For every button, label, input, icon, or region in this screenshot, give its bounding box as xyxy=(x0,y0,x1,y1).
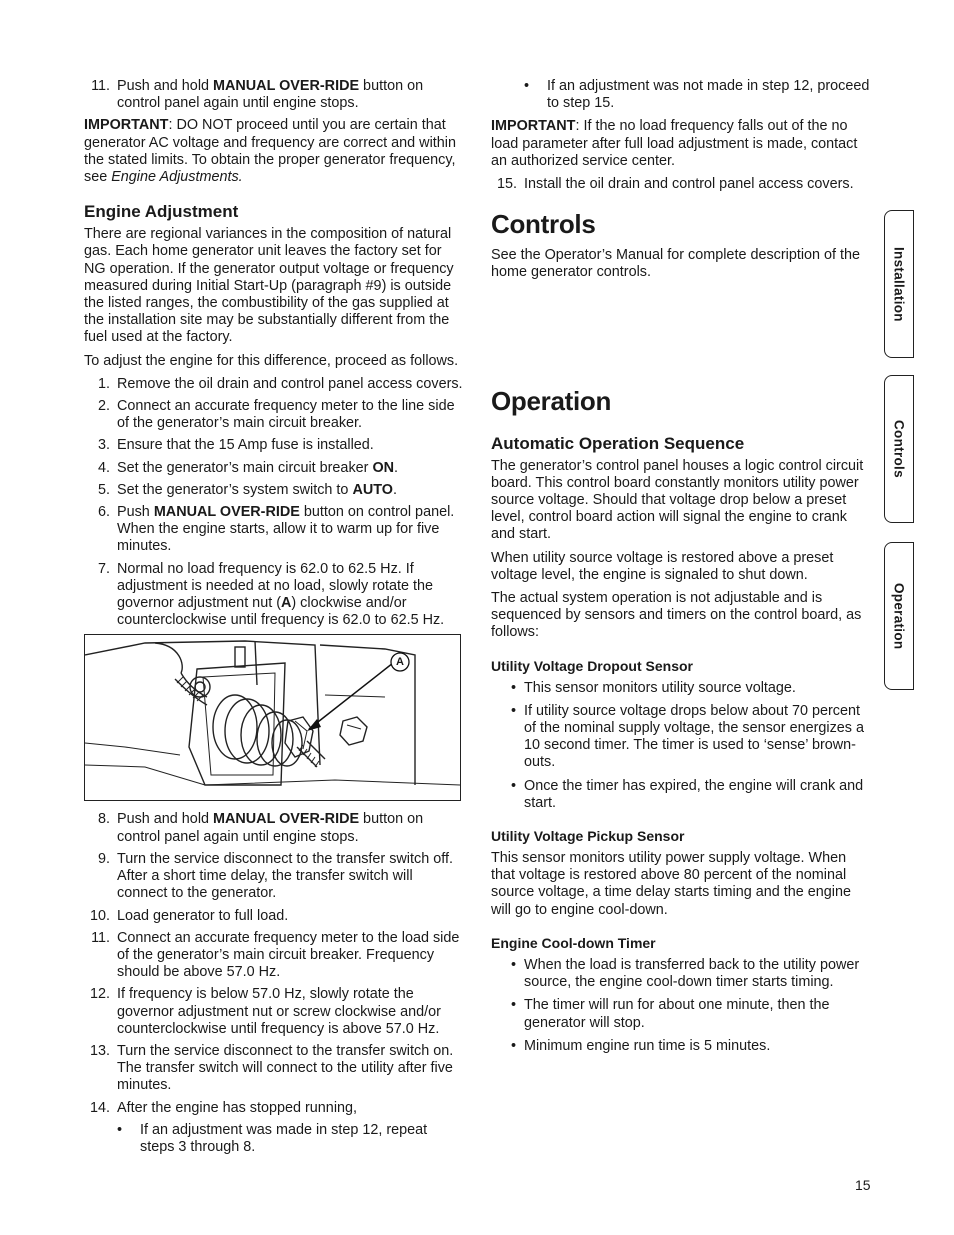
cooldown-bullet-3: • Minimum engine run time is 5 minutes. xyxy=(511,1037,771,1054)
engine-paragraph-1: There are regional variances in the composition of natural gas. Each home generator unit leaves the factory set for NG operation. If the generator output voltage or frequency measured during Initial Start-Up (paragraph #9) is outside the listed ranges, the combustibility of the gas supplied at the installation site may be substantially different from the fuel used at the factory. xyxy=(84,226,454,346)
step-11: 11. Connect an accurate frequency meter to the load side of the generator’s main circuit breaker. Frequency should be above 57.0 Hz. xyxy=(91,929,460,981)
step-14-bullet-1: • If an adjustment was made in step 12, repeat steps 3 through 8. xyxy=(117,1121,428,1155)
engine-adjustment-heading: Engine Adjustment xyxy=(84,202,239,222)
dropout-bullet-2: • If utility source voltage drops below about 70 percent of the nominal supply voltage, the sensor energizes a 10 second timer. The timer is used to ‘sense’ brown-outs. xyxy=(511,702,864,771)
controls-heading: Controls xyxy=(491,209,596,240)
pickup-sensor-heading: Utility Voltage Pickup Sensor xyxy=(491,828,685,845)
step-1: 1. Remove the oil drain and control panel access covers. xyxy=(97,375,463,392)
dropout-bullet-3: • Once the timer has expired, the engine will crank and start. xyxy=(511,777,864,811)
step-14: 14. After the engine has stopped running, xyxy=(89,1099,358,1116)
left-column xyxy=(84,78,464,1162)
important-note-2: IMPORTANT: If the no load frequency falls out of the no load parameter after full load adjustment is made, contact an authorized service center. xyxy=(491,118,858,169)
step-6: 6. Push MANUAL OVER-RIDE button on control panel. When the engine starts, allow it to warm up for five minutes. xyxy=(97,504,455,555)
right-column xyxy=(491,78,871,1061)
auto-paragraph-1: The generator’s control panel houses a logic control circuit board. This control board constantly monitors utility power source voltage. Should that voltage drop below a preset level, control board action will signal the engine to crank and start. xyxy=(491,457,864,543)
tab-controls[interactable]: Controls xyxy=(884,375,914,523)
auto-paragraph-2: When utility source voltage is restored above a preset voltage level, the engine is signaled to shut down. xyxy=(491,549,834,583)
step-5: 5. Set the generator’s system switch to AUTO. xyxy=(97,481,397,498)
auto-paragraph-3: The actual system operation is not adjustable and is sequenced by sensors and timers on the control board, as follows: xyxy=(491,590,862,641)
figure-label-a: A xyxy=(396,656,404,669)
step-4: 4. Set the generator’s main circuit breaker ON. xyxy=(97,459,399,476)
step-8: 8. Push and hold MANUAL OVER-RIDE button on control panel again until engine stops. xyxy=(97,811,424,845)
cooldown-bullet-2: • The timer will run for about one minute, then the generator will stop. xyxy=(511,997,830,1031)
governor-adjustment-figure xyxy=(84,634,461,801)
step-12: 12. If frequency is below 57.0 Hz, slowly rotate the governor adjustment nut or screw clockwise and/or counterclockwise until frequency is above 57.0 Hz. xyxy=(89,986,441,1037)
step-13: 13. Turn the service disconnect to the transfer switch on. The transfer switch will connect to the utility after five minutes. xyxy=(89,1042,454,1094)
important-note-1: IMPORTANT: DO NOT proceed until you are certain that generator AC voltage and frequency are correct and within the stated limits. To obtain the proper generator frequency, see Engine Adjustments. xyxy=(84,117,456,186)
dropout-sensor-heading: Utility Voltage Dropout Sensor xyxy=(491,657,693,674)
engine-paragraph-2: To adjust the engine for this difference, proceed as follows. xyxy=(84,352,459,369)
step-14-bullet-2: • If an adjustment was not made in step 12, proceed to step 15. xyxy=(524,78,870,112)
operation-heading: Operation xyxy=(491,385,612,416)
step-3: 3. Ensure that the 15 Amp fuse is installed. xyxy=(97,437,374,454)
cooldown-bullet-1: • When the load is transferred back to the utility power source, the engine cool-down timer starts timing. xyxy=(511,956,860,991)
tab-operation[interactable]: Operation xyxy=(884,542,914,690)
tab-installation[interactable]: Installation xyxy=(884,210,914,358)
pickup-paragraph: This sensor monitors utility power supply voltage. When that voltage is restored above 80 percent of the nominal source voltage, a time delay starts timing and the engine will go to engine cool-down. xyxy=(491,850,851,918)
cooldown-timer-heading: Engine Cool-down Timer xyxy=(491,934,656,951)
page-number: 15 xyxy=(855,1177,871,1193)
step-9: 9. Turn the service disconnect to the transfer switch off. After a short time delay, the transfer switch will connect to the generator. xyxy=(97,850,453,902)
step-7: 7. Normal no load frequency is 62.0 to 62.5 Hz. If adjustment is needed at no load, slowly rotate the governor adjustment nut (A) clockwise and/or counterclockwise until frequency is 62.0 to 62.5 Hz. xyxy=(97,560,445,629)
step-10: 10. Load generator to full load. xyxy=(89,907,289,924)
step-11-stop: 11. Push and hold MANUAL OVER-RIDE button on control panel again until engine stops. xyxy=(91,78,424,112)
controls-paragraph: See the Operator’s Manual for complete description of the home generator controls. xyxy=(491,247,861,281)
step-2: 2. Connect an accurate frequency meter to the line side of the generator’s main circuit breaker. xyxy=(97,398,455,432)
dropout-bullet-1: • This sensor monitors utility source voltage. xyxy=(511,679,796,696)
step-15: 15. Install the oil drain and control panel access covers. xyxy=(496,176,854,193)
automatic-operation-heading: Automatic Operation Sequence xyxy=(491,433,745,453)
